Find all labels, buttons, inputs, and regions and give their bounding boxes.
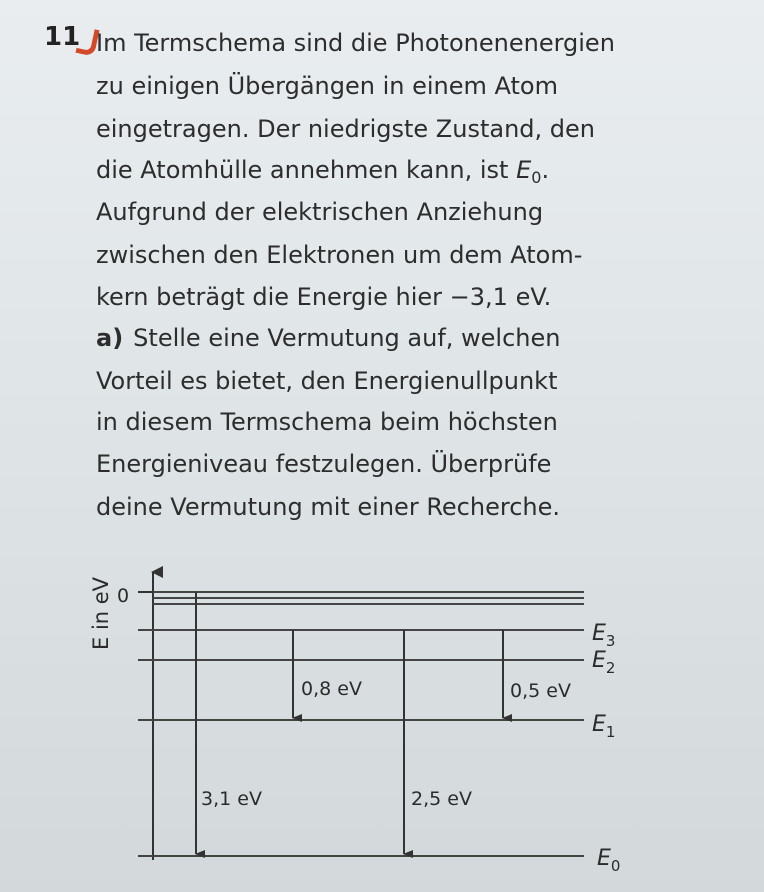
zero-label: 0 (117, 585, 130, 607)
task-text-line: kern beträgt die Energie hier −3,1 eV. (96, 283, 552, 311)
level-e3-label (592, 621, 615, 650)
transition-label: 2,5 eV (411, 788, 472, 810)
level-symbol: E (592, 648, 606, 673)
level-symbol: E (592, 712, 606, 737)
part-a-text: Stelle eine Vermutung auf, welchen (133, 324, 561, 352)
task-text-segment: die Atomhülle annehmen kann, ist (96, 156, 509, 184)
task-text-line: Im Termschema sind die Photonenenergien (96, 29, 615, 57)
transition-label: 0,5 eV (510, 680, 571, 702)
task-number: 11 (44, 22, 81, 52)
level-subscript: 0 (610, 857, 621, 875)
level-e1-label (592, 712, 615, 741)
e0-suffix: . (541, 156, 550, 184)
transition-label: 3,1 eV (201, 788, 262, 810)
level-subscript: 3 (605, 632, 616, 650)
axis-label: E in eV (89, 576, 113, 650)
part-a-label: a) (96, 324, 124, 352)
e0-symbol: E (516, 156, 532, 184)
e0-subscript: 0 (531, 168, 542, 187)
level-e0-label (597, 846, 620, 875)
part-a-line: in diesem Termschema beim höchsten (96, 408, 558, 436)
level-subscript: 2 (605, 659, 616, 677)
part-a-line: deine Vermutung mit einer Recherche. (96, 493, 560, 521)
level-symbol: E (592, 621, 606, 646)
part-a-line: Energieniveau festzulegen. Überprüfe (96, 450, 552, 478)
level-symbol: E (597, 846, 611, 871)
part-a-line: Vorteil es bietet, den Energienullpunkt (96, 367, 558, 395)
task-text-line: eingetragen. Der niedrigste Zustand, den (96, 115, 595, 143)
level-e2-label (592, 648, 615, 677)
transition-label: 0,8 eV (301, 678, 362, 700)
task-text-line: zwischen den Elektronen um dem Atom- (96, 241, 583, 269)
level-subscript: 1 (605, 723, 616, 741)
task-text-line: Aufgrund der elektrischen Anziehung (96, 198, 544, 226)
task-text-line: zu einigen Übergängen in einem Atom (96, 72, 558, 100)
